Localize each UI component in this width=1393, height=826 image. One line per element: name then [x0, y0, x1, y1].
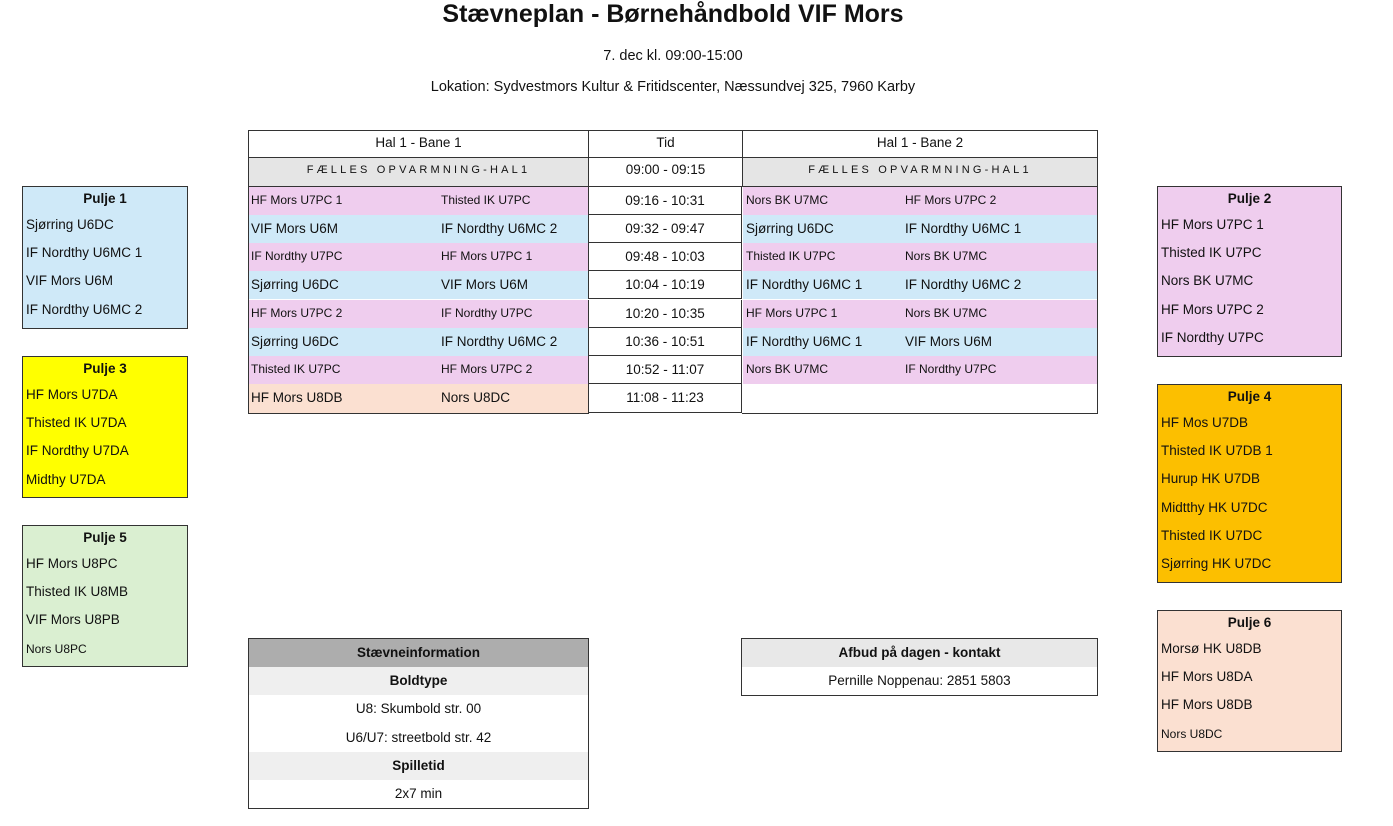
pulje-title: Pulje 1: [83, 191, 127, 206]
team-home: Sjørring U6DC: [251, 277, 339, 292]
pulje-team: Morsø HK U8DB: [1161, 641, 1262, 656]
match-row-bane-1: [248, 215, 588, 243]
pulje-team: HF Mors U7DA: [26, 387, 118, 402]
pulje-team: HF Mors U7PC 1: [1161, 217, 1264, 232]
match-time: 10:20 - 10:35: [588, 300, 742, 328]
boldtype-u6u7: U6/U7: streetbold str. 42: [345, 729, 492, 745]
team-away: VIF Mors U6M: [441, 277, 529, 292]
pulje-team: Thisted IK U7DB 1: [1161, 443, 1273, 459]
match-time: 10:36 - 10:51: [588, 328, 742, 356]
match-row-bane-1: [248, 243, 588, 271]
warmup-time: 09:00 - 09:15: [588, 158, 743, 187]
pulje-1-box: [22, 186, 188, 329]
event-date: 7. dec kl. 09:00-15:00: [603, 48, 743, 64]
pulje-team: Sjørring HK U7DC: [1161, 555, 1272, 571]
pulje-team: Thisted IK U7DC: [1161, 527, 1263, 543]
match-row-bane-1: [248, 356, 588, 384]
team-away: IF Nordthy U7PC: [905, 362, 997, 376]
pulje-team: HF Mors U8DA: [1161, 669, 1253, 685]
pulje-4-box: [1157, 384, 1342, 583]
pulje-team: IF Nordthy U7PC: [1161, 329, 1264, 345]
team-away: IF Nordthy U6MC 2: [905, 277, 1022, 292]
pulje-3-box: [22, 356, 188, 498]
info-title: Stævneinformation: [249, 639, 588, 667]
team-home: VIF Mors U6M: [251, 221, 339, 236]
match-row-bane-1: [248, 384, 588, 414]
pulje-team: IF Nordthy U7DA: [26, 443, 129, 459]
pulje-team: HF Mors U8DB: [1161, 697, 1253, 713]
team-home: HF Mors U7PC 2: [251, 306, 343, 320]
pulje-2-box: [1157, 186, 1342, 357]
match-row-bane-1: [248, 328, 588, 356]
match-row-bane-2: [743, 187, 1097, 215]
team-home: Sjørring U6DC: [251, 334, 339, 349]
afbud-contact: Pernille Noppenau: 2851 5803: [828, 673, 1011, 688]
event-location: Lokation: Sydvestmors Kultur & Fritidscenter, Næssundvej 325, 7960 Karby: [430, 79, 916, 95]
match-time: 10:52 - 11:07: [588, 356, 742, 384]
pulje-team: Thisted IK U7DA: [26, 415, 127, 431]
match-row-bane-1: [248, 271, 588, 299]
team-home: Nors BK U7MC: [746, 193, 829, 207]
team-home: HF Mors U7PC 1: [251, 193, 343, 207]
pulje-team: HF Mos U7DB: [1161, 415, 1249, 430]
team-away: Thisted IK U7PC: [441, 193, 531, 207]
boldtype-label: Boldtype: [249, 667, 588, 695]
team-home: Thisted IK U7PC: [746, 249, 836, 263]
pulje-team: HF Mors U8PC: [26, 556, 118, 571]
spilletid-value: 2x7 min: [394, 785, 443, 801]
info-box: [248, 638, 589, 809]
match-row-bane-1: [248, 187, 588, 215]
pulje-title: Pulje 5: [83, 530, 127, 545]
pulje-team: Nors BK U7MC: [1161, 273, 1254, 289]
pulje-team: IF Nordthy U6MC 2: [26, 301, 143, 317]
team-home: HF Mors U7PC 1: [746, 306, 838, 320]
pulje-team: Thisted IK U7PC: [1161, 245, 1262, 261]
match-time: 10:04 - 10:19: [588, 271, 742, 299]
pulje-title: Pulje 6: [1227, 615, 1272, 630]
pulje-title: Pulje 3: [83, 361, 127, 376]
pulje-team: HF Mors U7PC 2: [1161, 301, 1264, 317]
team-home: Nors BK U7MC: [746, 362, 829, 376]
team-away: Nors BK U7MC: [905, 306, 988, 320]
pulje-title: Pulje 2: [1227, 191, 1272, 206]
pulje-6-box: [1157, 610, 1342, 752]
header-tid: Tid: [588, 130, 743, 158]
match-row-bane-2: [743, 215, 1097, 243]
pulje-team: Nors U8DC: [1161, 726, 1223, 741]
pulje-team: Midthy U7DA: [26, 471, 106, 487]
team-away: Nors BK U7MC: [905, 249, 988, 263]
pulje-team: Midtthy HK U7DC: [1161, 499, 1268, 515]
match-row-bane-2: [743, 300, 1097, 328]
match-row-bane-2: [743, 328, 1097, 356]
header-bane-1: Hal 1 - Bane 1: [248, 130, 589, 158]
match-row-bane-2: [743, 271, 1097, 299]
match-row-bane-2: [743, 356, 1097, 384]
team-away: IF Nordthy U6MC 1: [905, 221, 1022, 236]
pulje-team: Thisted IK U8MB: [26, 584, 129, 600]
match-row-bane-1: [248, 300, 588, 328]
team-away: VIF Mors U6M: [905, 334, 993, 349]
schedule-table: [248, 130, 1098, 414]
header-bane-2: Hal 1 - Bane 2: [742, 130, 1098, 158]
match-time: 11:08 - 11:23: [588, 384, 742, 413]
team-away: HF Mors U7PC 1: [441, 249, 533, 263]
afbud-box: [741, 638, 1098, 696]
match-time: 09:32 - 09:47: [588, 215, 742, 243]
team-home: HF Mors U8DB: [251, 390, 343, 405]
match-row-bane-2: [743, 243, 1097, 271]
team-away: HF Mors U7PC 2: [905, 193, 997, 207]
team-away: HF Mors U7PC 2: [441, 362, 533, 376]
match-time: 09:16 - 10:31: [588, 187, 742, 215]
team-away: IF Nordthy U7PC: [441, 306, 533, 320]
afbud-title: Afbud på dagen - kontakt: [742, 639, 1097, 667]
team-away: IF Nordthy U6MC 2: [441, 221, 558, 236]
pulje-team: IF Nordthy U6MC 1: [26, 245, 143, 261]
team-away: IF Nordthy U6MC 2: [441, 334, 558, 349]
warmup-bane-1: FÆLLES OPVARMNING-HAL1: [248, 158, 589, 187]
pulje-5-box: [22, 525, 188, 667]
pulje-team: VIF Mors U8PB: [26, 612, 120, 628]
pulje-team: VIF Mors U6M: [26, 273, 114, 289]
team-home: IF Nordthy U6MC 1: [746, 277, 863, 292]
pulje-title: Pulje 4: [1227, 389, 1272, 404]
page-title: Stævneplan - Børnehåndbold VIF Mors: [442, 0, 904, 28]
team-home: Sjørring U6DC: [746, 221, 834, 236]
team-home: IF Nordthy U6MC 1: [746, 334, 863, 349]
team-away: Nors U8DC: [441, 390, 511, 405]
team-home: IF Nordthy U7PC: [251, 249, 343, 263]
warmup-bane-2: FÆLLES OPVARMNING-HAL1: [742, 158, 1098, 187]
pulje-team: Nors U8PC: [26, 641, 87, 656]
pulje-team: Sjørring U6DC: [26, 217, 114, 232]
boldtype-u8: U8: Skumbold str. 00: [355, 701, 482, 717]
team-home: Thisted IK U7PC: [251, 362, 341, 376]
spilletid-label: Spilletid: [249, 752, 588, 780]
pulje-team: Hurup HK U7DB: [1161, 471, 1261, 487]
match-time: 09:48 - 10:03: [588, 243, 742, 271]
